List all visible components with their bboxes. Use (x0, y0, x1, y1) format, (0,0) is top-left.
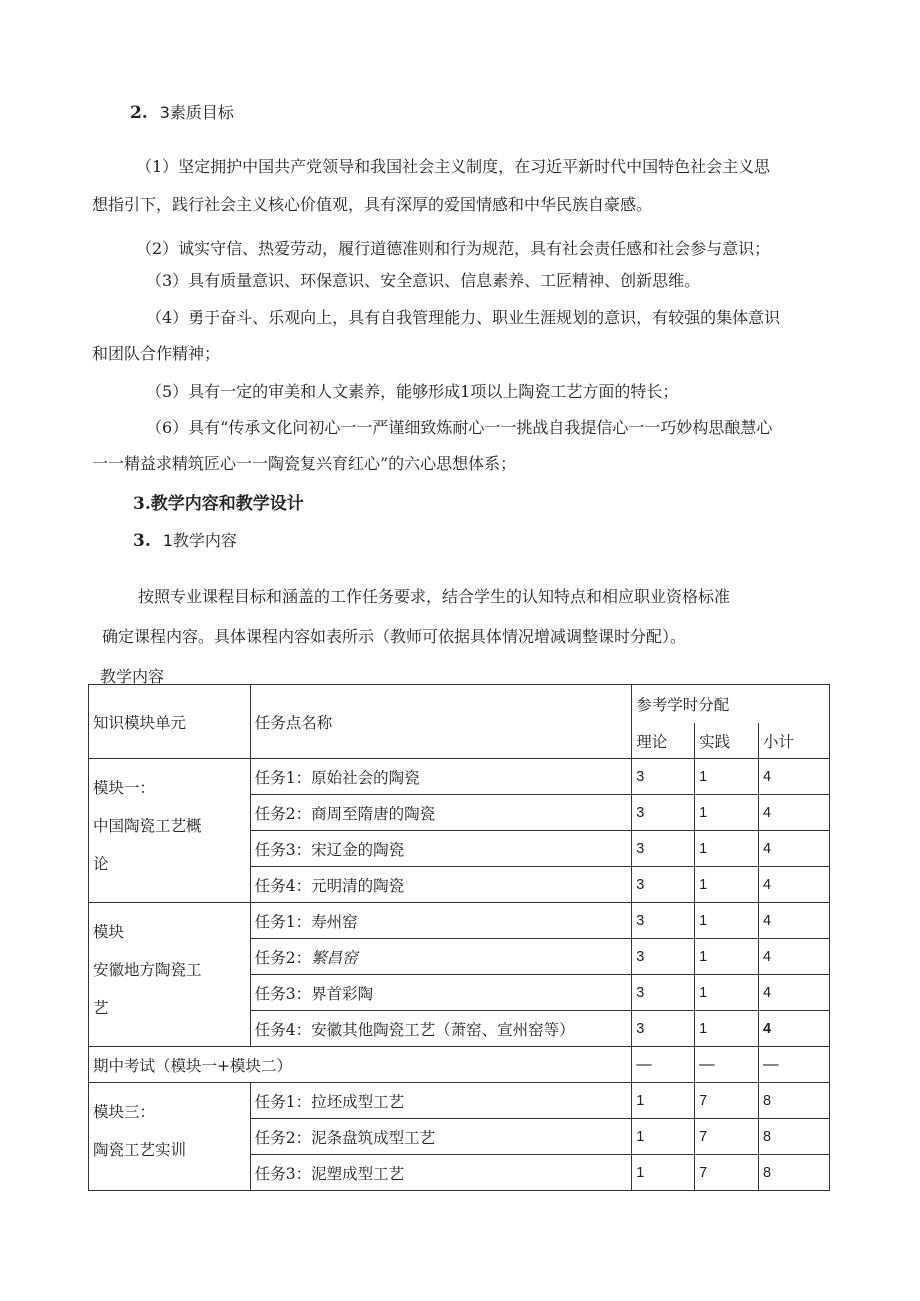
task-prefix: 任务2： (254, 948, 312, 967)
paragraph-6-line-1: （6）具有“传承文化问初心一一严谨细致炼耐心一一挑战自我提信心一一巧妙构思酿慧心 (146, 418, 773, 437)
theory-cell: — (632, 1047, 695, 1083)
section-title: 3素质目标 (159, 103, 234, 122)
module-name-line: 中国陶瓷工艺概 (93, 817, 202, 835)
paragraph-4-line-2: 和团队合作精神； (92, 344, 221, 363)
section-3-heading: 3.教学内容和教学设计 (133, 494, 304, 514)
table-header-row (89, 685, 830, 724)
theory-cell: 3 (632, 975, 695, 1011)
subtotal-cell: 4 (759, 795, 830, 831)
task-cell: 任务3：界首彩陶 (250, 975, 631, 1011)
module-name-line: 安徽地方陶瓷工 (93, 961, 202, 979)
task-cell (250, 939, 631, 975)
section-3-1-heading (133, 528, 237, 551)
table-caption: 教学内容 (100, 667, 165, 686)
theory-cell: 3 (632, 831, 695, 867)
header-theory: 理论 (632, 723, 695, 759)
subtotal-cell: 8 (759, 1083, 830, 1119)
table-row (89, 903, 830, 939)
table-row (89, 759, 830, 795)
practice-cell: 1 (695, 903, 759, 939)
paragraph-1-line-1: （1）坚定拥护中国共产党领导和我国社会主义制度，在习近平新时代中国特色社会主义思 (136, 157, 771, 176)
subtotal-cell: 4 (759, 939, 830, 975)
task-cell: 任务1：寿州窑 (250, 903, 631, 939)
theory-cell: 1 (632, 1083, 695, 1119)
subtotal-cell: 8 (759, 1119, 830, 1155)
practice-cell: 1 (695, 867, 759, 903)
section-number: 2. (130, 103, 148, 123)
module-cell (89, 1083, 251, 1191)
practice-cell: 1 (695, 795, 759, 831)
paragraph-4-line-1: （4）勇于奋斗、乐观向上，具有自我管理能力、职业生涯规划的意识，有较强的集体意识 (146, 308, 781, 327)
module-name-line: 模块三： (93, 1103, 156, 1121)
theory-cell: 3 (632, 1011, 695, 1047)
paragraph-6-line-2: 一一精益求精筑匠心一一陶瓷复兴育红心”的六心思想体系； (92, 454, 517, 473)
task-cell: 任务1：拉坯成型工艺 (250, 1083, 631, 1119)
header-module: 知识模块单元 (89, 685, 251, 759)
paragraph-1-line-2: 想指引下，践行社会主义核心价值观，具有深厚的爱国情感和中华民族自豪感。 (92, 195, 653, 214)
task-cell: 任务3：宋辽金的陶瓷 (250, 831, 631, 867)
subtotal-cell: — (759, 1047, 830, 1083)
paragraph-2: （2）诚实守信、热爱劳动，履行道德准则和行为规范，具有社会责任感和社会参与意识； (136, 239, 771, 258)
table-row (89, 1083, 830, 1119)
section-title: 1教学内容 (162, 531, 237, 550)
subtotal-cell: 4 (759, 903, 830, 939)
task-cell: 任务4：安徽其他陶瓷工艺（萧窑、宣州窑等） (250, 1011, 631, 1047)
task-cell: 任务1：原始社会的陶瓷 (250, 759, 631, 795)
subtotal-cell: 8 (759, 1155, 830, 1191)
theory-cell: 1 (632, 1119, 695, 1155)
intro-line-1: 按照专业课程目标和涵盖的工作任务要求，结合学生的认知特点和相应职业资格标准 (138, 587, 731, 606)
module-name-line: 论 (93, 855, 109, 873)
task-cell: 任务3：泥塑成型工艺 (250, 1155, 631, 1191)
practice-cell: 7 (695, 1119, 759, 1155)
module-cell (89, 759, 251, 903)
practice-cell: 1 (695, 939, 759, 975)
paragraph-3: （3）具有质量意识、环保意识、安全意识、信息素养、工匠精神、创新思维。 (146, 271, 701, 290)
header-practice: 实践 (695, 723, 759, 759)
course-content-table (88, 684, 830, 1191)
subtotal-cell: 4 (759, 831, 830, 867)
practice-cell: 1 (695, 1011, 759, 1047)
task-cell: 任务2：泥条盘筑成型工艺 (250, 1119, 631, 1155)
practice-cell: 1 (695, 831, 759, 867)
practice-cell: 1 (695, 759, 759, 795)
header-subtotal: 小计 (759, 723, 830, 759)
practice-cell: — (695, 1047, 759, 1083)
theory-cell: 3 (632, 759, 695, 795)
intro-line-2: 确定课程内容。具体课程内容如表所示（教师可依据具体情况增减调整课时分配）。 (102, 627, 687, 646)
module-name-line: 模块 (93, 923, 125, 941)
header-task: 任务点名称 (250, 685, 631, 759)
task-cell: 任务2：商周至隋唐的陶瓷 (250, 795, 631, 831)
midterm-row (89, 1047, 830, 1083)
section-2-3-heading (130, 100, 234, 123)
practice-cell: 7 (695, 1083, 759, 1119)
module-cell (89, 903, 251, 1047)
practice-cell: 1 (695, 975, 759, 1011)
subtotal-cell: 4 (759, 867, 830, 903)
theory-cell: 3 (632, 867, 695, 903)
task-cell: 任务4：元明清的陶瓷 (250, 867, 631, 903)
subtotal-cell: 4 (759, 975, 830, 1011)
midterm-label: 期中考试（模块一+模块二） (89, 1047, 632, 1083)
theory-cell: 3 (632, 795, 695, 831)
module-name-line: 模块一： (93, 779, 156, 797)
task-italic-name: 繁昌窑 (311, 948, 358, 967)
subtotal-cell: 4 (759, 1011, 830, 1047)
header-hours: 参考学时分配 (632, 685, 830, 724)
subtotal-cell: 4 (759, 759, 830, 795)
theory-cell: 3 (632, 903, 695, 939)
module-name-line: 陶瓷工艺实训 (93, 1141, 187, 1159)
module-name-line: 艺 (93, 999, 109, 1017)
section-number: 3. (133, 531, 151, 551)
theory-cell: 1 (632, 1155, 695, 1191)
practice-cell: 7 (695, 1155, 759, 1191)
theory-cell: 3 (632, 939, 695, 975)
paragraph-5: （5）具有一定的审美和人文素养，能够形成1项以上陶瓷工艺方面的特长； (146, 382, 679, 401)
